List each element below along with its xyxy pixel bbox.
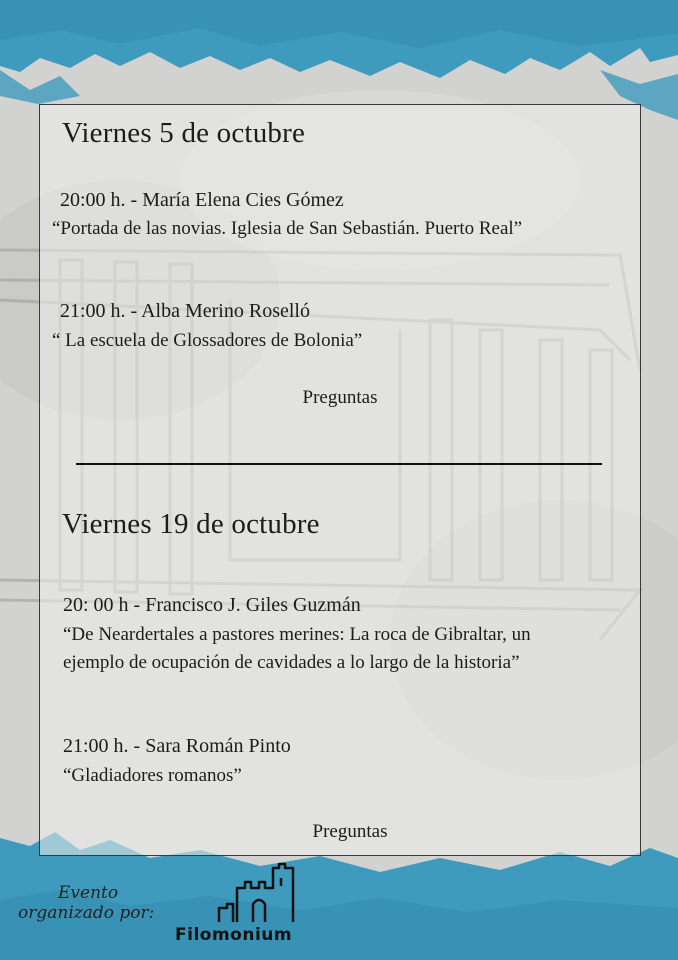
- organized-by-line2: organizado por:: [18, 903, 155, 923]
- castle-tower-icon: [175, 860, 315, 955]
- session1-talk2-speaker: 21:00 h. - Alba Merino Roselló: [60, 300, 310, 322]
- session1-talk1-title: “Portada de las novias. Iglesia de San Sebastián. Puerto Real”: [52, 218, 523, 239]
- session1-talk2-title: “ La escuela de Glossadores de Bolonia”: [52, 330, 363, 351]
- session2-title: Viernes 19 de octubre: [62, 508, 320, 540]
- session2-talk2-speaker: 21:00 h. - Sara Román Pinto: [63, 735, 291, 757]
- logo-wordmark: Filomonium: [175, 925, 293, 945]
- session2-talk1-title-line2: ejemplo de ocupación de cavidades a lo largo de la historia”: [63, 652, 520, 673]
- session1-talk1-speaker: 20:00 h. - María Elena Cies Gómez: [60, 189, 344, 211]
- section-divider: [76, 463, 602, 465]
- session1-title: Viernes 5 de octubre: [62, 117, 306, 149]
- session2-talk1-title-line1: “De Neardertales a pastores merines: La roca de Gibraltar, un: [63, 624, 531, 645]
- session1-questions: Preguntas: [302, 387, 378, 408]
- organized-by-line1: Evento: [58, 883, 119, 903]
- session2-questions: Preguntas: [312, 821, 388, 842]
- session2-talk1-speaker: 20: 00 h - Francisco J. Giles Guzmán: [63, 594, 361, 616]
- session2-talk2-title: “Gladiadores romanos”: [63, 765, 242, 786]
